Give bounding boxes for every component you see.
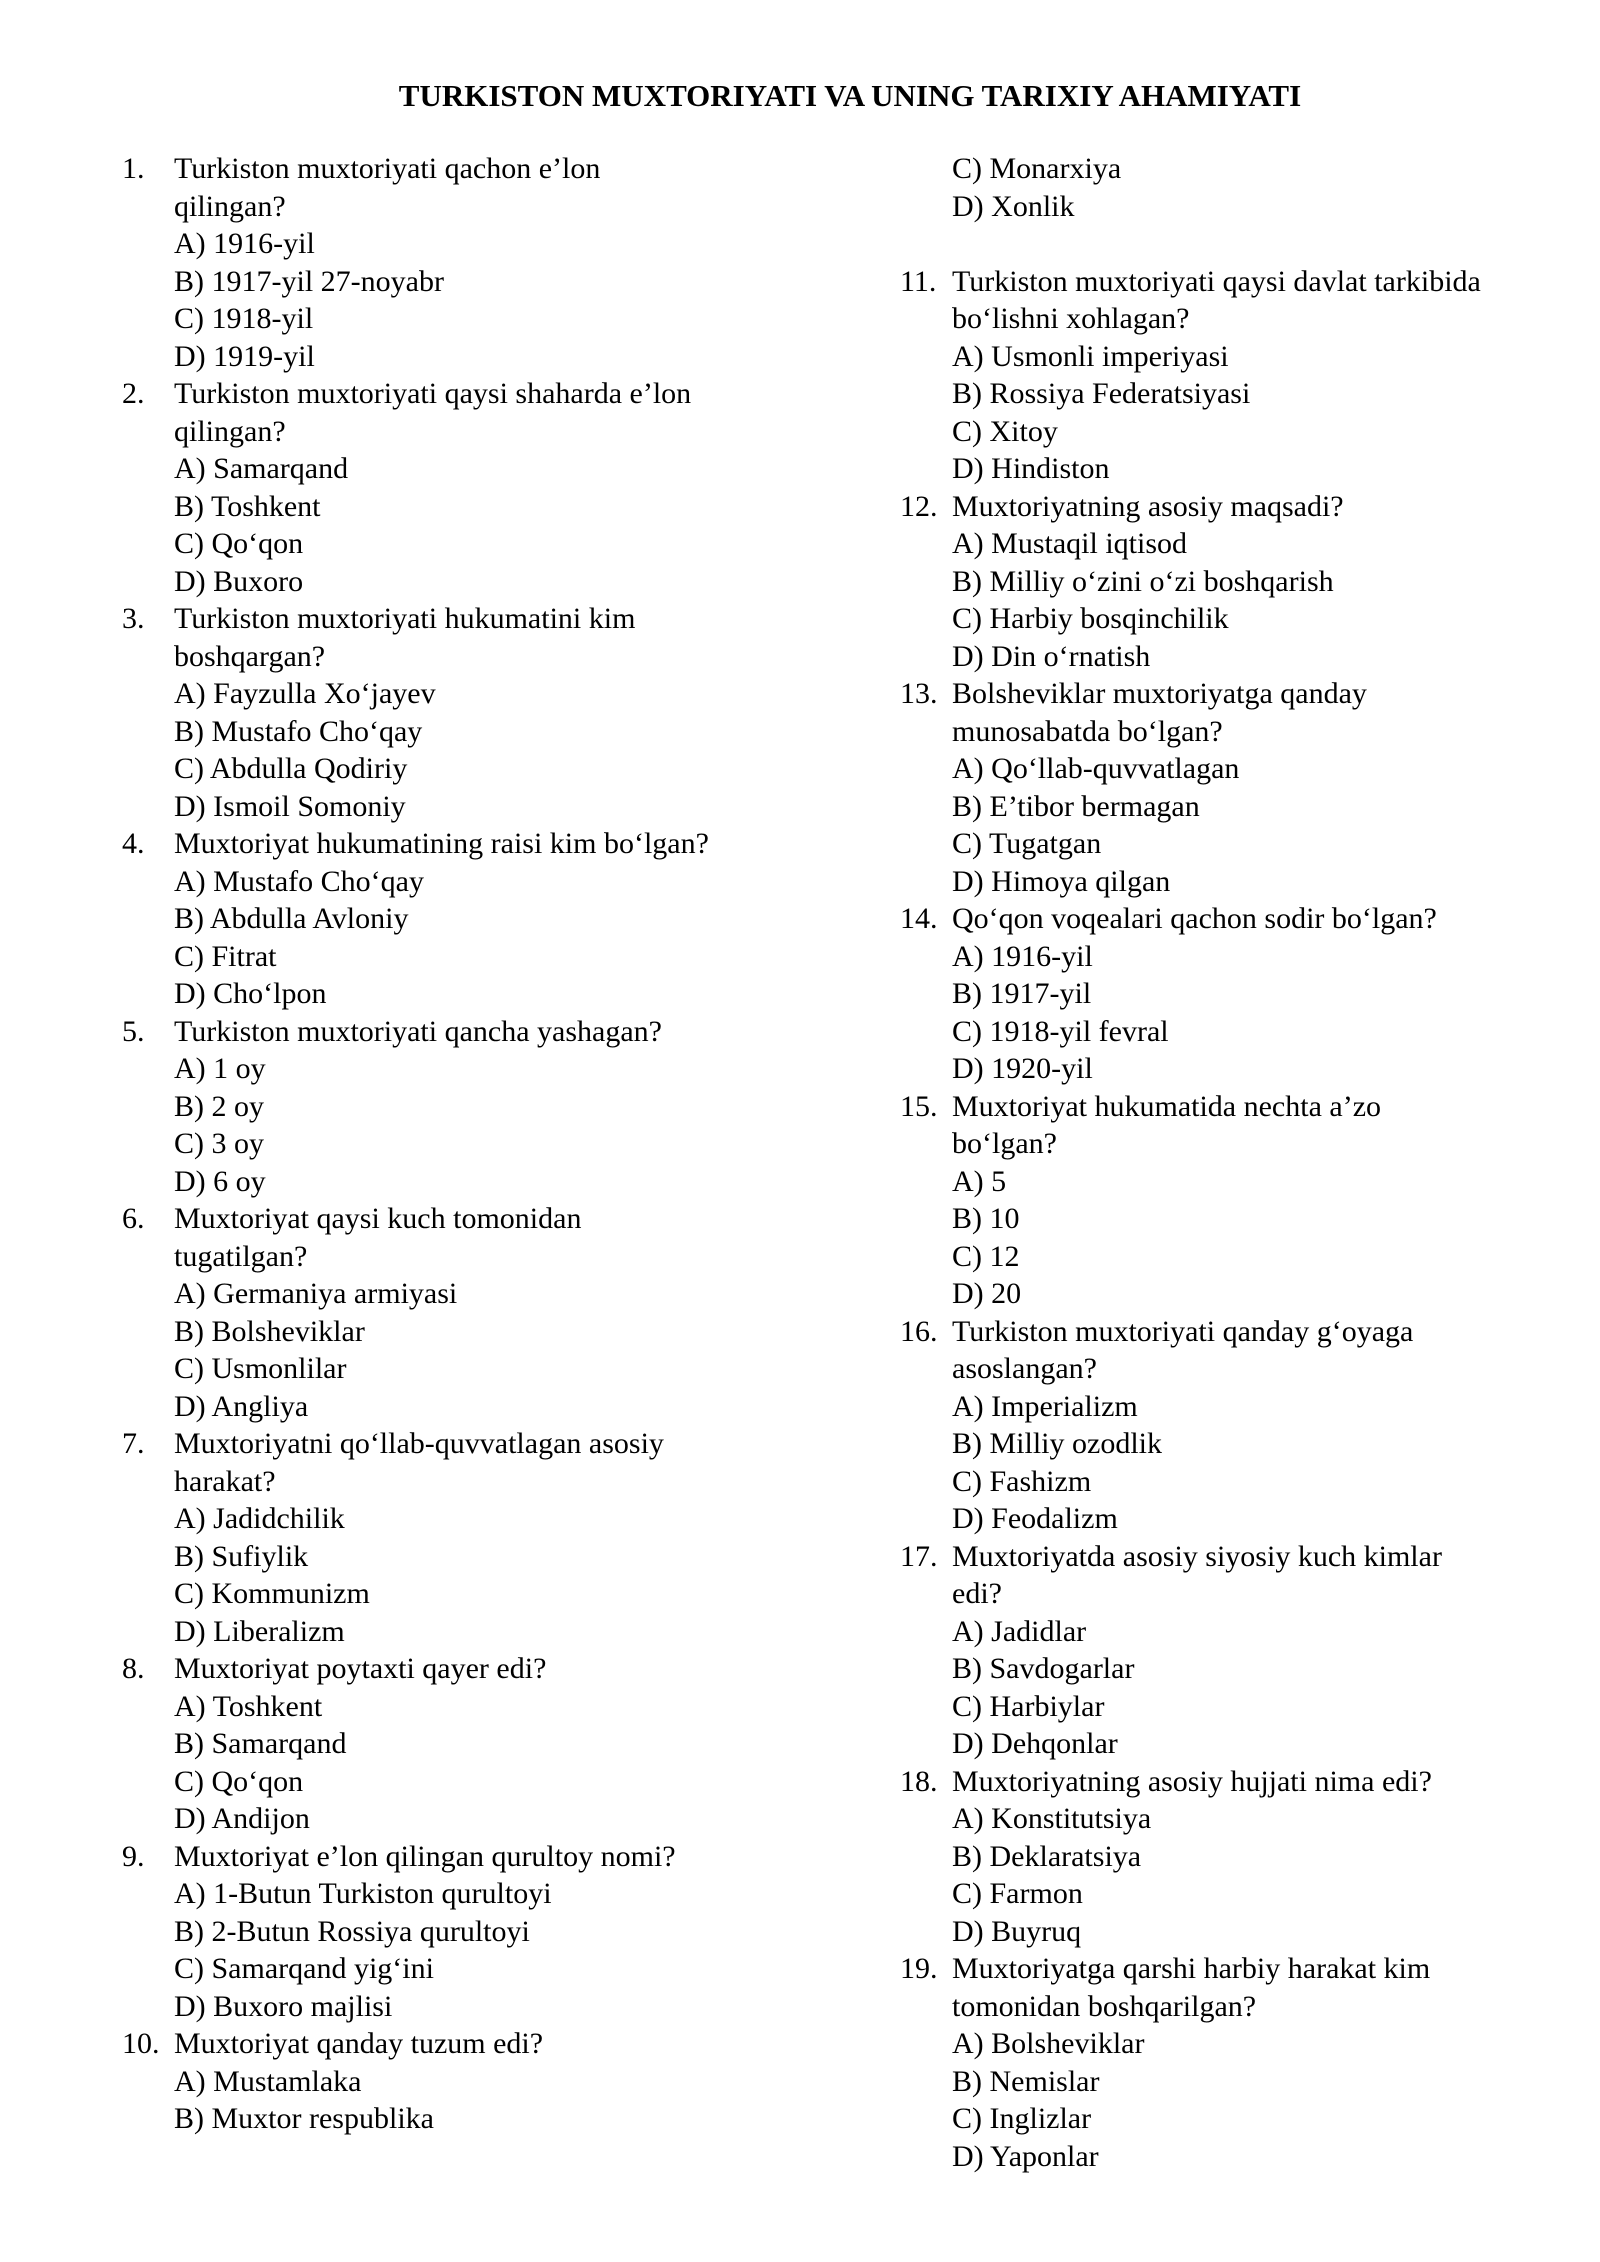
question-line [900, 675, 1580, 713]
answer-option: C) Kommunizm [174, 1577, 370, 1610]
question-text: Muxtoriyatda asosiy siyosiy kuch kimlar [952, 1539, 1442, 1573]
answer-option: C) 1918-yil fevral [952, 1014, 1169, 1048]
answer-option: D) Andijon [174, 1802, 310, 1835]
question-text: Qo‘qon voqealari qachon sodir bo‘lgan? [952, 902, 1437, 935]
answer-option: A) Mustafo Cho‘qay [174, 864, 424, 898]
question-line [122, 1200, 802, 1238]
answer-option: D) Yaponlar [952, 2139, 1099, 2173]
answer-option: C) Qo‘qon [174, 1764, 304, 1798]
question-text: Muxtoriyat qaysi kuch tomonidan [174, 1202, 582, 1235]
question-text: bo‘lgan? [952, 1127, 1057, 1160]
question-number: 2. [122, 377, 145, 410]
question-item [900, 1088, 1580, 1313]
answer-option: C) Tugatgan [952, 827, 1102, 860]
question-item [122, 1425, 802, 1650]
question-line [122, 188, 802, 226]
question-text: tugatilgan? [174, 1239, 308, 1273]
question-line [122, 1013, 802, 1051]
question-text: boshqargan? [174, 639, 326, 673]
question-number-spacer [900, 1988, 952, 2026]
question-line [122, 638, 802, 676]
answer-option: D) Dehqonlar [952, 1727, 1118, 1760]
question-line [900, 1088, 1580, 1126]
question-number: 6. [122, 1202, 145, 1235]
question-text: qilingan? [174, 189, 286, 223]
question-number-spacer [900, 713, 952, 751]
answer-option: A) Jadidlar [952, 1614, 1087, 1648]
question-line [122, 2025, 802, 2063]
question-line [122, 1650, 802, 1688]
question-text: Muxtoriyat poytaxti qayer edi? [174, 1652, 547, 1685]
question-text: Muxtoriyatning asosiy hujjati nima edi? [952, 1764, 1432, 1798]
question-number: 18. [900, 1764, 938, 1798]
question-number: 4. [122, 827, 145, 860]
question-line [122, 1425, 802, 1463]
question-text: harakat? [174, 1464, 276, 1498]
answer-option: D) Buxoro [174, 564, 304, 598]
question-number: 1. [122, 152, 145, 185]
question-item [122, 1650, 802, 1838]
answer-option: D) Angliya [174, 1389, 309, 1423]
answer-option: B) Toshkent [174, 489, 321, 523]
question-line [122, 1463, 802, 1501]
question-number-spacer [122, 638, 174, 676]
answer-option: A) Konstitutsiya [952, 1802, 1152, 1835]
question-text: bo‘lishni xohlagan? [952, 302, 1190, 335]
question-text: Muxtoriyatga qarshi harbiy harakat kim [952, 1952, 1431, 1985]
answer-option: D) Buxoro majlisi [174, 1989, 393, 2023]
question-item [122, 1200, 802, 1425]
question-text: Bolsheviklar muxtoriyatga qanday [952, 677, 1367, 710]
answer-option: B) Rossiya Federatsiyasi [952, 377, 1251, 410]
question-item [900, 900, 1580, 1088]
question-item [122, 600, 802, 825]
answer-option: A) 1916-yil [952, 939, 1093, 973]
answer-option: C) Harbiylar [952, 1689, 1105, 1723]
answer-option: B) Deklaratsiya [952, 1839, 1142, 1873]
answer-option: D) Feodalizm [952, 1502, 1118, 1535]
answer-option: B) 2-Butun Rossiya qurultoyi [174, 1914, 530, 1948]
answer-option: B) E’tibor bermagan [952, 789, 1200, 823]
answer-option: B) Milliy o‘zini o‘zi boshqarish [952, 564, 1334, 598]
question-number: 19. [900, 1952, 938, 1985]
question-line [122, 825, 802, 863]
answer-option: D) 1919-yil [174, 339, 315, 373]
question-number: 11. [900, 264, 937, 298]
question-line [122, 150, 802, 188]
question-line [900, 900, 1580, 938]
question-line [900, 1313, 1580, 1351]
question-number-spacer [122, 1463, 174, 1501]
question-line [122, 413, 802, 451]
answer-option: C) Farmon [952, 1877, 1083, 1910]
answer-option: D) Ismoil Somoniy [174, 789, 406, 823]
answer-option: C) Inglizlar [952, 2102, 1092, 2135]
question-number-spacer [122, 188, 174, 226]
question-line [900, 263, 1580, 301]
question-item [122, 375, 802, 600]
answer-option: B) 1917-yil [952, 977, 1092, 1010]
question-text: Muxtoriyat hukumatida nechta a’zo [952, 1089, 1382, 1123]
answer-option: D) Cho‘lpon [174, 977, 327, 1010]
question-line [900, 1763, 1580, 1801]
answer-option: D) 20 [952, 1277, 1022, 1310]
question-item [122, 150, 802, 375]
question-item [900, 1763, 1580, 1951]
question-text: Muxtoriyat e’lon qilingan qurultoy nomi? [174, 1839, 676, 1873]
question-number: 17. [900, 1539, 938, 1573]
question-number: 9. [122, 1839, 145, 1873]
question-text: Muxtoriyatning asosiy maqsadi? [952, 489, 1344, 523]
question-text: Turkiston muxtoriyati hukumatini kim [174, 602, 636, 635]
question-text: Turkiston muxtoriyati qachon e’lon [174, 152, 601, 185]
page-title: TURKISTON MUXTORIYATI VA UNING TARIXIY AHAMIYATI [398, 78, 1302, 113]
answer-option: C) Fitrat [174, 939, 277, 973]
answer-option: B) Sufiylik [174, 1539, 309, 1573]
answer-option: B) Savdogarlar [952, 1652, 1135, 1685]
answer-option: A) Germaniya armiyasi [174, 1277, 458, 1310]
answer-option: D) Liberalizm [174, 1614, 345, 1648]
question-number: 14. [900, 902, 938, 935]
answer-option: D) Hindiston [952, 452, 1110, 485]
answer-option: C) 12 [952, 1239, 1020, 1273]
question-item [900, 1538, 1580, 1763]
question-text: Muxtoriyat qanday tuzum edi? [174, 2027, 544, 2060]
answer-option: A) Jadidchilik [174, 1502, 345, 1535]
answer-option: D) Din o‘rnatish [952, 639, 1151, 673]
question-text: asoslangan? [952, 1352, 1097, 1385]
question-text: tomonidan boshqarilgan? [952, 1989, 1257, 2023]
question-line [122, 1838, 802, 1876]
answer-option: A) 1 oy [174, 1052, 266, 1085]
question-line [122, 1238, 802, 1276]
question-text: Turkiston muxtoriyati qaysi shaharda e’lon [174, 377, 692, 410]
answer-option: C) 1918-yil [174, 302, 314, 335]
answer-option: C) Monarxiya [952, 152, 1122, 185]
answer-option: C) Samarqand yig‘ini [174, 1952, 434, 1985]
question-line [900, 488, 1580, 526]
answer-option: C) Usmonlilar [174, 1352, 347, 1385]
question-line [122, 375, 802, 413]
question-number: 13. [900, 677, 938, 710]
question-text: Turkiston muxtoriyati qanday g‘oyaga [952, 1314, 1414, 1348]
answer-option: C) Harbiy bosqinchilik [952, 602, 1229, 635]
answer-option: A) 5 [952, 1164, 1007, 1198]
question-item [122, 2025, 802, 2138]
answer-option: A) 1916-yil [174, 227, 315, 260]
right-column [900, 150, 1580, 2175]
answer-option: C) Xitoy [952, 414, 1058, 448]
answer-option: A) Mustamlaka [174, 2064, 362, 2098]
left-column [122, 150, 802, 2138]
question-number: 7. [122, 1427, 145, 1460]
question-text: Muxtoriyatni qo‘llab-quvvatlagan asosiy [174, 1427, 664, 1460]
answer-option: B) Muxtor respublika [174, 2102, 434, 2135]
answer-option: B) Bolsheviklar [174, 1314, 365, 1348]
question-number: 16. [900, 1314, 938, 1348]
answer-option: B) Milliy ozodlik [952, 1427, 1162, 1460]
question-number-spacer [122, 413, 174, 451]
question-item [122, 1838, 802, 2026]
question-line [900, 1350, 1580, 1388]
answer-option: A) Toshkent [174, 1689, 323, 1723]
question-line [900, 1950, 1580, 1988]
question-line [122, 600, 802, 638]
answer-option: A) 1-Butun Turkiston qurultoyi [174, 1877, 552, 1910]
answer-option: A) Bolsheviklar [952, 2027, 1145, 2060]
question-text: Muxtoriyat hukumatining raisi kim bo‘lgan? [174, 827, 709, 860]
answer-option: B) 10 [952, 1202, 1020, 1235]
question-continuation [900, 150, 1580, 225]
question-item [900, 488, 1580, 676]
answer-option: B) Abdulla Avloniy [174, 902, 409, 935]
answer-option: C) 3 oy [174, 1127, 264, 1160]
question-item [900, 263, 1580, 488]
answer-option: B) Mustafo Cho‘qay [174, 714, 423, 748]
question-item [122, 1013, 802, 1201]
answer-option: C) Fashizm [952, 1464, 1092, 1498]
question-number: 15. [900, 1089, 938, 1123]
question-line [900, 713, 1580, 751]
question-number-spacer [900, 1575, 952, 1613]
question-number-spacer [900, 300, 952, 338]
question-line [900, 1988, 1580, 2026]
question-number-spacer [900, 1125, 952, 1163]
question-line [900, 1575, 1580, 1613]
question-text: qilingan? [174, 414, 286, 448]
question-item [900, 1313, 1580, 1538]
answer-option: D) Buyruq [952, 1914, 1082, 1948]
answer-option: D) 6 oy [174, 1164, 266, 1198]
question-number-spacer [900, 1350, 952, 1388]
answer-option: A) Imperializm [952, 1389, 1138, 1423]
spacer [900, 225, 1580, 263]
answer-option: A) Usmonli imperiyasi [952, 339, 1229, 373]
answer-option: A) Samarqand [174, 452, 349, 485]
question-line [900, 300, 1580, 338]
question-number: 10. [122, 2027, 160, 2060]
answer-option: B) Samarqand [174, 1727, 347, 1760]
question-text: munosabatda bo‘lgan? [952, 714, 1223, 748]
question-text: edi? [952, 1577, 1002, 1610]
question-line [900, 1538, 1580, 1576]
answer-option: D) Xonlik [952, 189, 1075, 223]
answer-option: B) 1917-yil 27-noyabr [174, 264, 444, 298]
question-number: 8. [122, 1652, 145, 1685]
question-number-spacer [122, 1238, 174, 1276]
question-text: Turkiston muxtoriyati qaysi davlat tarkibida [952, 264, 1481, 298]
answer-option: A) Qo‘llab-quvvatlagan [952, 752, 1240, 785]
question-text: Turkiston muxtoriyati qancha yashagan? [174, 1014, 662, 1048]
answer-option: D) Himoya qilgan [952, 864, 1171, 898]
answer-option: D) 1920-yil [952, 1052, 1093, 1085]
question-number: 5. [122, 1014, 145, 1048]
answer-option: C) Qo‘qon [174, 527, 304, 560]
answer-option: B) Nemislar [952, 2064, 1100, 2098]
answer-option: B) 2 oy [174, 1089, 264, 1123]
question-item [122, 825, 802, 1013]
question-line [900, 1125, 1580, 1163]
question-item [900, 1950, 1580, 2175]
question-number: 12. [900, 489, 938, 523]
question-number: 3. [122, 602, 145, 635]
question-item [900, 675, 1580, 900]
answer-option: A) Fayzulla Xo‘jayev [174, 677, 436, 710]
answer-option: A) Mustaqil iqtisod [952, 527, 1188, 560]
answer-option: C) Abdulla Qodiriy [174, 752, 408, 785]
